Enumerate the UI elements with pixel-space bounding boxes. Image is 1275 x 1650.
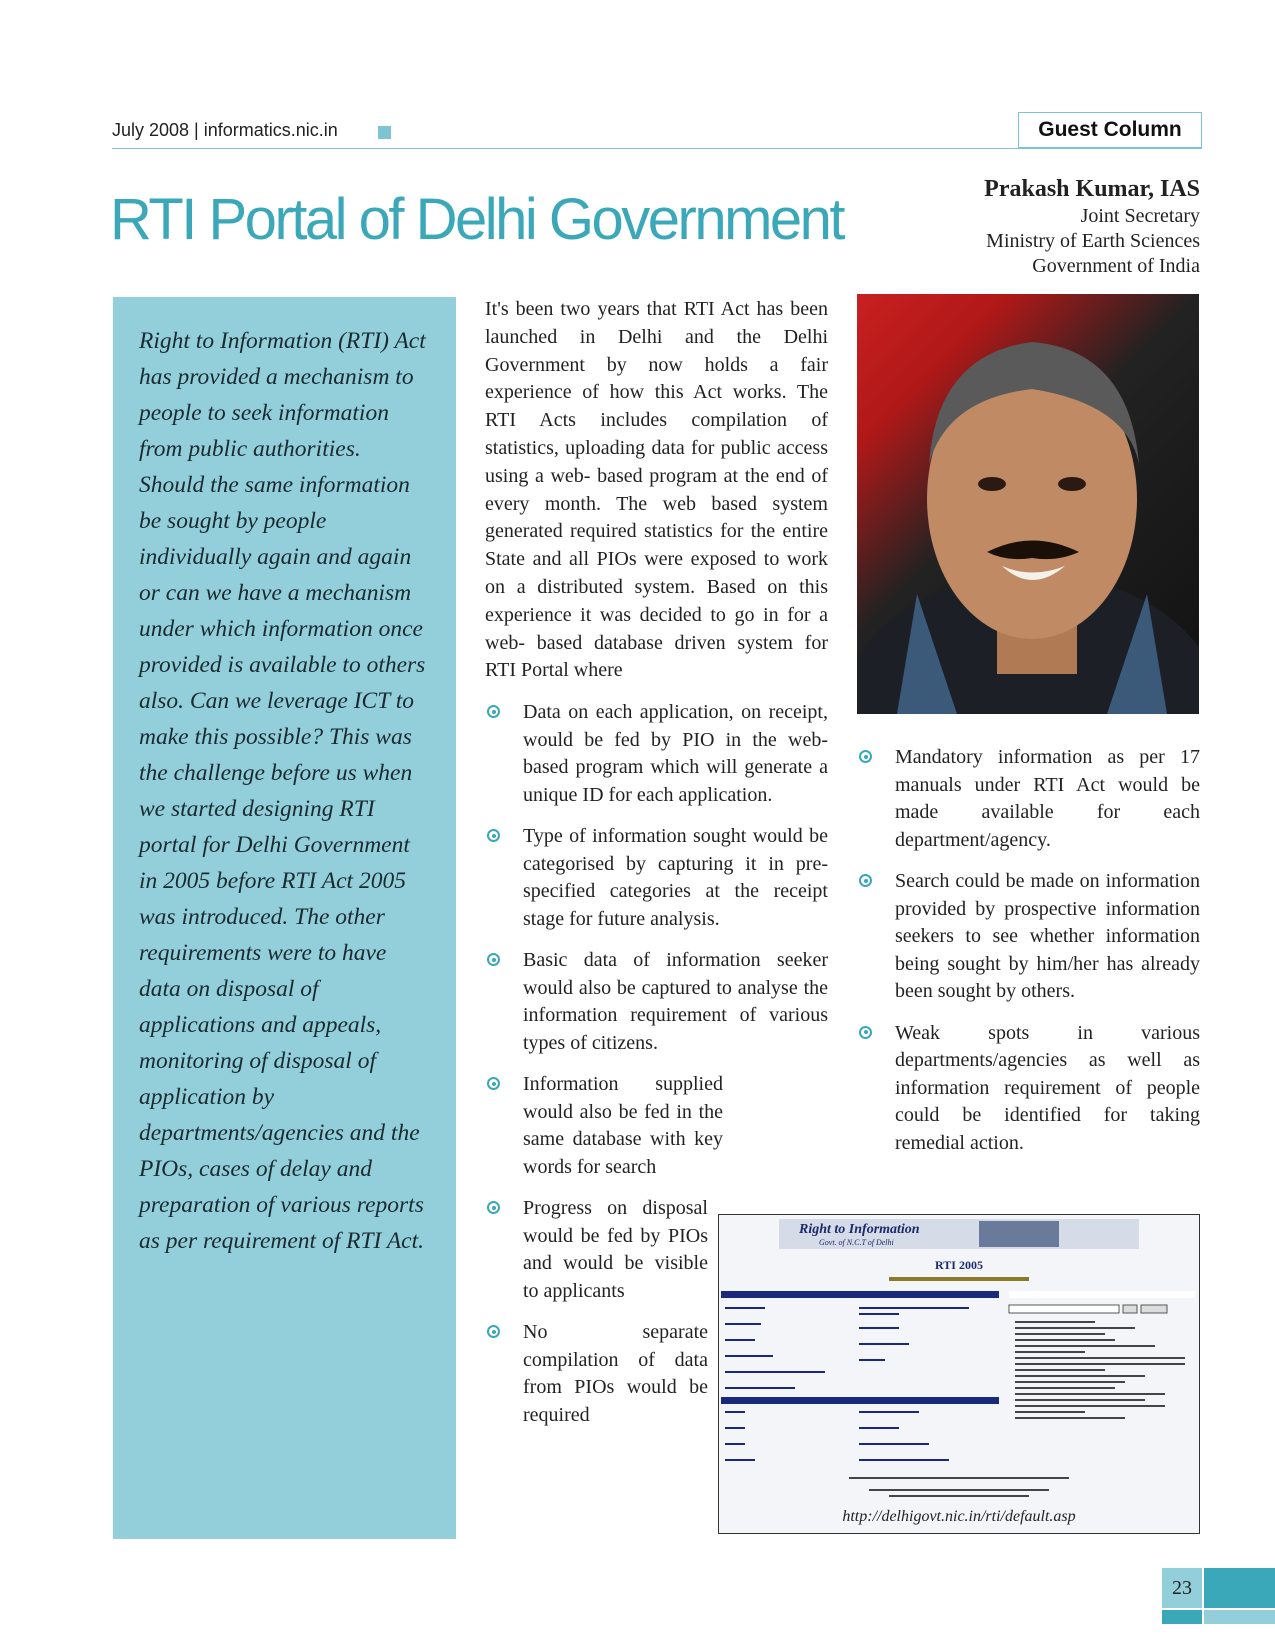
issue-info: July 2008 | informatics.nic.in <box>112 120 338 140</box>
bullet-icon <box>487 829 500 842</box>
list-item: Search could be made on information provided by prospective information seekers to see whether information being sought by him/her has already been sought by others. <box>857 868 1200 1006</box>
header-rule <box>112 148 1202 149</box>
right-bullet-list <box>857 744 1200 1157</box>
list-item: No separate compilation of data from PIOs would be required <box>485 1319 708 1429</box>
bullet-icon <box>487 953 500 966</box>
bullet-icon <box>487 1077 500 1090</box>
screenshot-banner: Right to Information <box>799 1222 920 1237</box>
list-item: Mandatory information as per 17 manuals under RTI Act would be made available for each department/agency. <box>857 744 1200 854</box>
bullet-icon <box>859 1026 872 1039</box>
author-photo <box>857 294 1199 714</box>
page-title: RTI Portal of Delhi Government <box>110 187 844 252</box>
screenshot-banner-sub: Govt. of N.C.T of Delhi <box>819 1238 894 1247</box>
sidebar-box <box>113 297 456 1539</box>
author-designation: Joint Secretary <box>1080 205 1200 227</box>
section-label: Guest Column <box>1018 112 1202 148</box>
portal-screenshot <box>718 1214 1200 1534</box>
bullet-icon <box>487 705 500 718</box>
portal-screenshot-illustration <box>719 1215 1199 1533</box>
list-item: Basic data of information seeker would also be captured to analyse the information requirement of various types of citizens. <box>485 947 828 1057</box>
right-column <box>857 744 1200 1157</box>
list-item: Type of information sought would be categorised by capturing it in pre-specified categories at the receipt stage for future analysis. <box>485 823 828 933</box>
screenshot-heading: RTI 2005 <box>935 1258 983 1272</box>
author-government: Government of India <box>1032 255 1200 277</box>
author-block <box>900 174 1200 279</box>
bullet-icon <box>859 874 872 887</box>
bullet-icon <box>487 1201 500 1214</box>
author-name: Prakash Kumar, IAS <box>984 176 1200 202</box>
list-item: Information supplied would also be fed in the same database with key words for search <box>485 1071 723 1181</box>
header-square-decoration <box>378 126 391 139</box>
bullet-icon <box>859 750 872 763</box>
list-item: Progress on disposal would be fed by PIOs and would be visible to applicants <box>485 1195 708 1305</box>
list-item: Data on each application, on receipt, would be fed by PIO in the web- based program which will generate a unique ID for each application. <box>485 699 828 809</box>
screenshot-caption: http://delhigovt.nic.in/rti/default.asp <box>842 1508 1076 1525</box>
page-number: 23 <box>1162 1568 1202 1608</box>
bullet-icon <box>487 1325 500 1338</box>
intro-paragraph: It's been two years that RTI Act has been launched in Delhi and the Delhi Government by now holds a fair experience of how this Act works. The RTI Acts includes compilation of statistics, uploading data for public access using a web- based program at the end of every month. The web based system generated required statistics for the entire State and all PIOs were exposed to work on a distributed system. Based on this experience it was decided to go in for a web- based database driven system for RTI Portal where <box>485 298 828 682</box>
author-ministry: Ministry of Earth Sciences <box>986 230 1200 252</box>
author-portrait-illustration <box>857 294 1199 714</box>
footer-decoration <box>1204 1568 1275 1608</box>
list-item: Weak spots in various departments/agencies as well as information requirement of people could be identified for taking remedial action. <box>857 1020 1200 1158</box>
sidebar-text: Right to Information (RTI) Act has provided a mechanism to people to seek information from public authorities. Should the same information be sought by people individually again and again or can we have a mechanism under which information once provided is available to others also. Can we leverage ICT to make this possible? This was the challenge before us when we started designing RTI portal for Delhi Government in 2005 before RTI Act 2005 was introduced. The other requirements were to have data on disposal of applications and appeals, monitoring of disposal of application by departments/agencies and the PIOs, cases of delay and preparation of various reports as per requirement of RTI Act. <box>139 328 426 1254</box>
footer-decoration <box>1204 1610 1275 1624</box>
footer-decoration <box>1162 1610 1202 1624</box>
